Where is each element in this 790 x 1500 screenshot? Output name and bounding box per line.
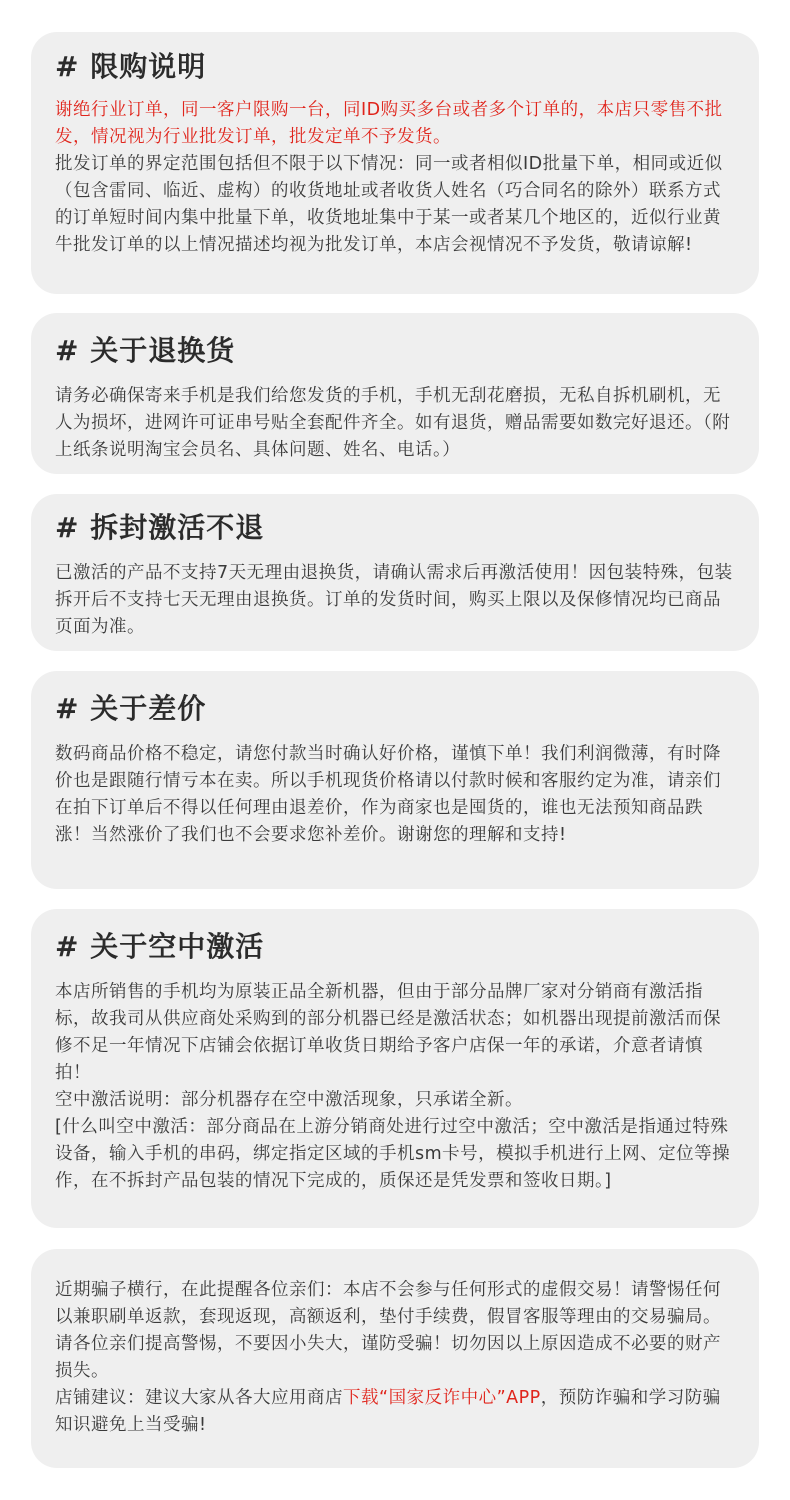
section-text: 近期骗子横行，在此提醒各位亲们：本店不会参与任何形式的虚假交易！请警惕任何以兼职刷单返款，套现返现，高额返利，垫付手续费，假冒客服等理由的交易骗局。请各位亲们提高警惕，不要因小失大，谨防受骗！切勿因以上原因造成不必要的财产损失。 xyxy=(55,1280,721,1381)
section-title: # 限购说明 xyxy=(55,50,207,83)
section-title: # 拆封激活不退 xyxy=(55,511,265,544)
section-title: # 关于空中激活 xyxy=(55,930,265,963)
section-text: 批发订单的界定范围包括但不限于以下情况：同一或者相似ID批量下单，相同或近似（包含雷同、临近、虚构）的收货地址或者收货人姓名（巧合同名的除外）联系方式的订单短时间内集中批量下单，收货地址集中于某一或者某几个地区的，近似行业黄牛批发订单的以上情况描述均视为批发订单，本店会视情况不予发货，敬请谅解! xyxy=(55,154,723,255)
section-fraud-warning xyxy=(31,1249,759,1468)
advice-suffix: ，预防诈骗和学习防骗知识避免上当受骗! xyxy=(55,1388,721,1435)
section-text-definition: [什么叫空中激活：部分商品在上游分销商处进行过空中激活；空中激活是指通过特殊设备，输入手机的串码，绑定指定区域的手机sm卡号，模拟手机进行上网、定位等操作，在不拆封产品包装的情况下完成的，质保还是凭发票和签收日期。] xyxy=(55,1117,731,1191)
section-text: 本店所销售的手机均为原装正品全新机器，但由于部分品牌厂家对分销商有激活指标，故我司从供应商处采购到的部分机器已经是激活状态；如机器出现提前激活而保修不足一年情况下店铺会依据订单收货日期给予客户店保一年的承诺，介意者请慎拍！ xyxy=(55,982,721,1083)
store-advice xyxy=(55,1385,735,1439)
section-text-explanation: 空中激活说明：部分机器存在空中激活现象，只承诺全新。 xyxy=(55,1090,523,1110)
advice-highlight: 下载“国家反诈中心”APP xyxy=(343,1388,541,1408)
section-price-difference xyxy=(31,671,759,889)
section-air-activation xyxy=(31,909,759,1228)
section-text: 请务必确保寄来手机是我们给您发货的手机，手机无刮花磨损，无私自拆机刷机，无人为损坏，进网许可证串号贴全套配件齐全。如有退货，赠品需要如数完好退还。（附上纸条说明淘宝会员名、具体问题、姓名、电话。） xyxy=(55,386,731,460)
section-text: 已激活的产品不支持7天无理由退换货，请确认需求后再激活使用！因包装特殊，包装拆开后不支持七天无理由退换货。订单的发货时间，购买上限以及保修情况均已商品页面为准。 xyxy=(55,563,733,637)
section-title: # 关于退换货 xyxy=(55,334,236,367)
section-text: 数码商品价格不稳定，请您付款当时确认好价格，谨慎下单！我们利润微薄，有时降价也是跟随行情亏本在卖。所以手机现货价格请以付款时候和客服约定为准，请亲们在拍下订单后不得以任何理由退差价，作为商家也是囤货的，谁也无法预知商品跌涨！当然涨价了我们也不会要求您补差价。谢谢您的理解和支持! xyxy=(55,744,721,845)
advice-prefix: 店铺建议：建议大家从各大应用商店 xyxy=(55,1388,343,1408)
section-title: # 关于差价 xyxy=(55,692,207,725)
warning-text: 谢绝行业订单，同一客户限购一台，同ID购买多台或者多个订单的，本店只零售不批发，情况视为行业批发订单，批发定单不予发货。 xyxy=(55,100,723,147)
section-returns xyxy=(31,313,759,474)
section-activation-no-return xyxy=(31,494,759,651)
section-purchase-limit xyxy=(31,32,759,294)
